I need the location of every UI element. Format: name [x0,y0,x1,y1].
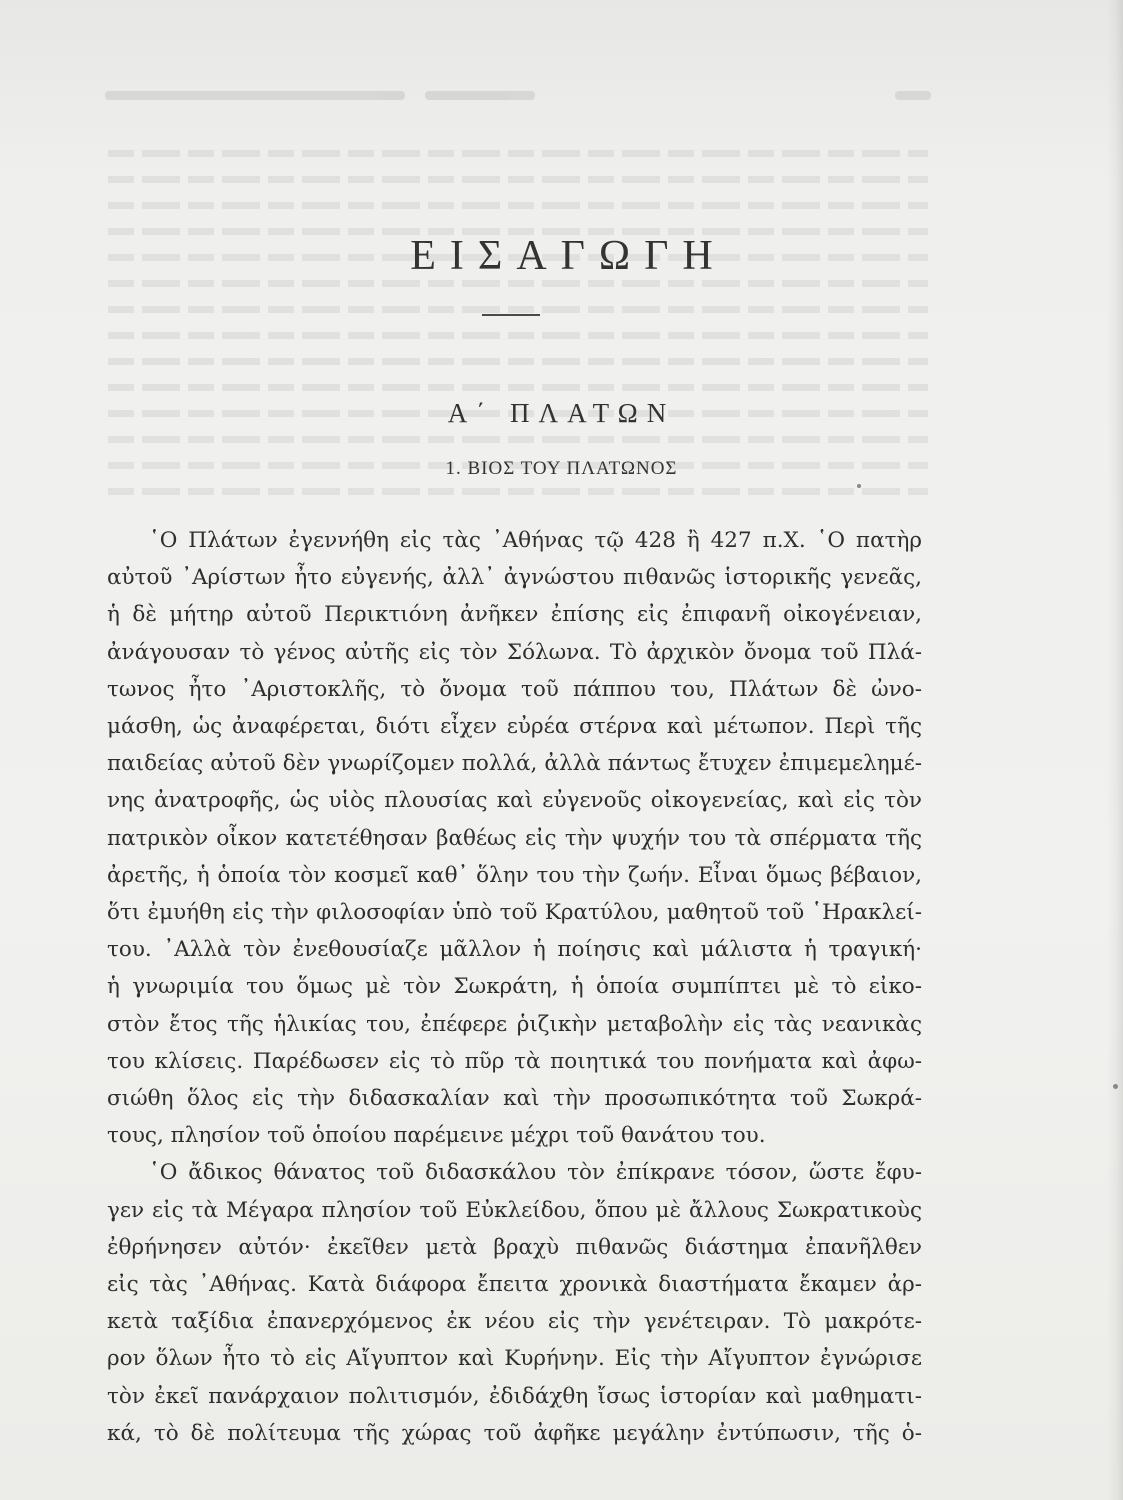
subsection-heading: 1. ΒΙΟΣ ΤΟΥ ΠΛΑΤΩΝΟΣ [445,458,678,479]
page-edge-shadow [1107,0,1123,1500]
section-heading: Α΄ ΠΛΑΤΩΝ [447,398,676,428]
text-line: ῾Ο ἄδικος θάνατος τοῦ διδασκάλου τὸν ἐπίκρανε τόσον, ὥστε ἔφυ- [149,1160,922,1186]
text-line: ἐθρήνησεν αὐτόν· ἐκεῖθεν μετὰ βραχὺ πιθανῶς διάστημα ἐπανῆλθεν [107,1234,922,1260]
text-line: κετὰ ταξίδια ἐπανερχόμενος ἐκ νέου εἰς τὴν γενέτειραν. Τὸ μακρότε- [107,1309,922,1335]
text-line: νης ἀνατροφῆς, ὡς υἱὸς πλουσίας καὶ εὐγενοῦς οἰκογενείας, καὶ εἰς τὸν [107,788,922,814]
text-line: ὅτι ἐμυήθη εἰς τὴν φιλοσοφίαν ὑπὸ τοῦ Κρατύλου, μαθητοῦ τοῦ ῾Ηρακλεί- [107,900,922,926]
bleed-through-text [108,150,928,550]
text-line: ρον ὅλων ἦτο τὸ εἰς Αἴγυπτον καὶ Κυρήνην. Εἰς τὴν Αἴγυπτον ἐγνώρισε [107,1346,922,1372]
bleed-through-header [105,86,935,106]
text-line: του. ᾿Αλλὰ τὸν ἐνεθουσίαζε μᾶλλον ἡ ποίησις καὶ μάλιστα ἡ τραγική· [107,937,922,963]
text-line: σιώθη ὅλος εἰς τὴν διδασκαλίαν καὶ τὴν προσωπικότητα τοῦ Σωκρά- [107,1086,922,1112]
text-line: πατρικὸν οἶκον κατετέθησαν βαθέως εἰς τὴν ψυχήν του τὰ σπέρματα τῆς [107,825,922,851]
print-speck [857,484,861,488]
text-line: ἀρετῆς, ἡ ὁποία τὸν κοσμεῖ καθ᾿ ὅλην του τὴν ζωήν. Εἶναι ὅμως βέβαιον, [107,862,922,888]
text-line: παιδείας αὐτοῦ δὲν γνωρίζομεν πολλά, ἀλλὰ πάντως ἔτυχεν ἐπιμεμελημέ- [107,751,922,777]
text-line: ἡ γνωριμία του ὅμως μὲ τὸν Σωκράτη, ἡ ὁποία συμπίπτει μὲ τὸ εἰκο- [107,974,922,1000]
body-paragraphs [107,522,922,1452]
print-speck [1113,1084,1118,1089]
page-title: ΕΙΣΑΓΩΓΗ [410,233,727,279]
text-line: αὐτοῦ ᾿Αρίστων ἦτο εὐγενής, ἀλλ᾿ ἀγνώστου πιθανῶς ἱστορικῆς γενεᾶς, [107,565,922,591]
text-line: γεν εἰς τὰ Μέγαρα πλησίον τοῦ Εὐκλείδου, ὅπου μὲ ἄλλους Σωκρατικοὺς [107,1197,922,1223]
text-line: στὸν ἔτος τῆς ἡλικίας του, ἐπέφερε ῥιζικὴν μεταβολὴν εἰς τὰς νεανικὰς [107,1011,922,1037]
text-line: του κλίσεις. Παρέδωσεν εἰς τὸ πῦρ τὰ ποιητικά του πονήματα καὶ ἀφω- [107,1048,922,1074]
text-line: ῾Ο Πλάτων ἐγεννήθη εἰς τὰς ᾿Αθήνας τῷ 428 ἢ 427 π.Χ. ῾Ο πατὴρ [149,528,922,553]
text-line: κά, τὸ δὲ πολίτευμα τῆς χώρας τοῦ ἀφῆκε μεγάλην ἐντύπωσιν, τῆς ὁ- [107,1420,922,1446]
text-line: μάσθη, ὡς ἀναφέρεται, διότι εἶχεν εὐρέα στέρνα καὶ μέτωπον. Περὶ τῆς [107,714,922,740]
text-line: τους, πλησίον τοῦ ὁποίου παρέμεινε μέχρι τοῦ θανάτου του. [107,1123,766,1149]
text-line: τωνος ἦτο ᾿Αριστοκλῆς, τὸ ὄνομα τοῦ πάππου του, Πλάτων δὲ ὠνο- [107,676,922,702]
text-line: εἰς τὰς ᾿Αθήνας. Κατὰ διάφορα ἔπειτα χρονικὰ διαστήματα ἔκαμεν ἀρ- [107,1272,922,1298]
text-line: ἀνάγουσαν τὸ γένος αὐτῆς εἰς τὸν Σόλωνα. Τὸ ἀρχικὸν ὄνομα τοῦ Πλά- [107,639,922,665]
text-line: ἡ δὲ μήτηρ αὐτοῦ Περικτιόνη ἀνῆκεν ἐπίσης εἰς ἐπιφανῆ οἰκογένειαν, [107,602,922,628]
text-line: τὸν ἐκεῖ πανάρχαιον πολιτισμόν, ἐδιδάχθη ἴσως ἱστορίαν καὶ μαθηματι- [107,1383,922,1409]
title-divider [482,314,540,316]
